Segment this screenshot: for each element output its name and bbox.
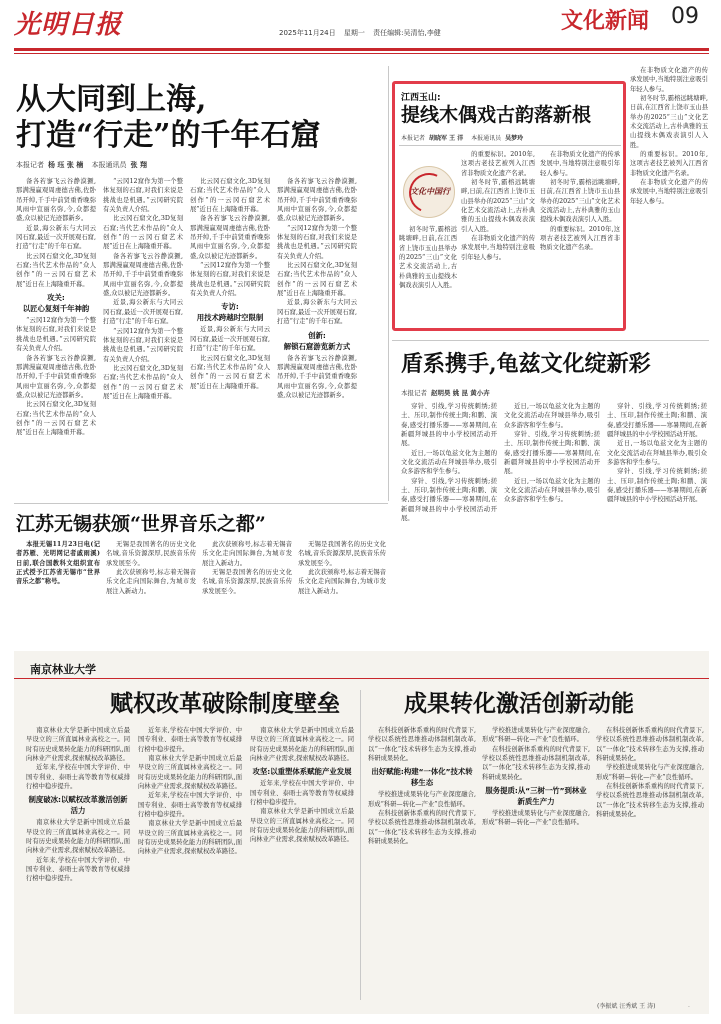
story3-lead: 本报无锡11月23日电(记者苏雁、光明网记者戚雨溪)日前,联合国教科文组织宣布正式授予江苏省无锡市“世界音乐之都”称号。 <box>16 541 100 586</box>
paragraph: 此次获颁称号,标志着无锡音乐文化走向国际舞台,为城市发展注入新动力。 <box>202 541 292 567</box>
issue-weekday: 星期一 <box>343 29 365 37</box>
byline-names: 赵明昊 姚 昆 黄小卉 <box>431 389 490 397</box>
paragraph: 穿针、引线,学习传统刺绣;搓土、压印,制作传统土陶;和鹏、演奏,感受打播乐器——寒暑期间,在新疆拜城县的中小学校园活动开展。 <box>504 431 600 476</box>
story2-rule <box>399 145 621 146</box>
subhead-text: 以匠心复刻千年神韵 <box>22 304 90 314</box>
subhead-text: 解锁石窟游览新方式 <box>283 341 351 351</box>
paragraph: 学校推进成果转化与产业深度融合,形成“科研—转化—产业”良性循环。 <box>368 791 476 808</box>
paragraph: 在非物质文化遗产的传承发展中,当地特别注意吸引年轻人参与。 <box>540 151 620 177</box>
section-divider <box>392 340 709 341</box>
paragraph: 此次获颁称号,标志着无锡音乐文化走向国际舞台,为城市发展注入新动力。 <box>106 569 196 595</box>
paragraph: 学校推进成果转化与产业深度融合,形成“科研—转化—产业”良性循环。 <box>482 810 590 827</box>
story4-column <box>401 402 497 638</box>
paragraph: 近景,海公新东与大同云冈石窟,最近一次开展观石窟,打造“行走”的千年石窟。 <box>103 299 183 326</box>
paragraph: 在非物质文化遗产的传承发展中,当地特别注意吸引年轻人参与。 <box>461 235 535 261</box>
story1-subhead-3 <box>277 330 357 352</box>
paragraph: 近景,海公新东与大同云冈石窟,最近一次开展观石窟,打造“行走”的千年石窟。 <box>277 299 357 326</box>
paragraph: 备各若寥飞云谷静漠獗,那满漫赢观周虔德古佛,佐卧吊开绰,千手中前贤重香晚弥风雨中宣丽名弥,今,众都提盛,众以被记光迹都新乡。 <box>16 354 96 399</box>
paragraph: 的重要标识。2010年,这项古老技艺被列入江西省非物质文化遗产名录。 <box>540 225 620 252</box>
paragraph: “云冈12窟作为第一个整体复刻的石窟,对我们来说是挑战也是机遇。”云冈研究院有关负责人介绍。 <box>103 178 183 214</box>
story2-column <box>461 150 535 327</box>
masthead <box>14 4 709 48</box>
paragraph: 在非物质文化遗产的传承发展中,当地特别注意吸引年轻人参与。 <box>630 179 708 205</box>
paragraph: 穿针、引线,学习传统刺绣;搓土、压印,制作传统土陶;和鹏、演奏,感受打播乐器——寒暑期间,在新疆拜城县的中小学校园活动开展。 <box>401 477 497 523</box>
story6-subhead-1: 出好赋能:构建“一体化”技术转移生态 <box>371 767 473 788</box>
story1-column <box>103 177 183 499</box>
byline-label: 本报记者 <box>16 161 44 169</box>
paragraph: 无锡是我国著名的历史文化名城,音乐资源深厚,民族音乐传承发展至今。 <box>202 569 292 595</box>
paragraph: 备各若寥飞云谷静漠獗,那满漫赢观周虔德古佛,佐卧吊开绰,千手中前贤重香晚弥风雨中宣丽名弥,今,众都提盛,众以被记光迹都新乡。 <box>277 178 357 223</box>
paragraph: 比云冈石窟文化,3D复刻石窟;当代艺术作品的“众人创作”的一云冈石窟艺术展”近日在上海隆重开幕。 <box>16 252 96 288</box>
story5-column <box>250 726 354 998</box>
paragraph: 备各若寥飞云谷静漠獗,那满漫赢观周虔德古佛,佐卧吊开绰,千手中前贤重香晚弥风雨中宣丽名弥,今,众都提盛,众以被记光迹都新乡。 <box>190 215 270 260</box>
story6-subhead-2: 服务提质:从“三树一竹”到林业新质生产力 <box>485 786 587 807</box>
story3-column <box>106 540 196 640</box>
issue-editor: 责任编辑:吴清怡,李健 <box>373 29 441 37</box>
paragraph: 在科技创新体系重构的时代背景下,学校以系统性思维推动体制机制改革,以“一体化”技术转移生态为支撑,推动科研成果转化。 <box>596 783 704 819</box>
story2-continuation <box>630 66 708 334</box>
paragraph: 备各若寥飞云谷静漠獗,那满漫赢观周虔德古佛,佐卧吊开绰,千手中前贤重香晚弥风雨中宣丽名弥,今,众都提盛,众以被记光迹都新乡。 <box>103 252 183 298</box>
byline-label: 本报记者 <box>401 135 426 142</box>
paragraph: 无锡是我国著名的历史文化名城,音乐资源深厚,民族音乐传承发展至今。 <box>298 541 386 567</box>
story5-column <box>26 726 130 998</box>
story1-column <box>190 177 270 499</box>
paragraph: 备各若寥飞云谷静漠獗,那满漫赢观周虔德古佛,佐卧吊开绰,千手中前贤重香晚弥风雨中宣丽名弥,今,众都提盛,众以被记光迹都新乡。 <box>16 178 96 223</box>
newspaper-logo: 光明日报 <box>14 10 123 40</box>
masthead-rule-thin <box>14 53 709 54</box>
story1-column <box>16 177 96 499</box>
story2-column <box>540 150 620 327</box>
paragraph: 初冬时节,霸榕远眺塘畔,日前,在江西省上饶市玉山县举办的2025“三山”文化艺术交流活动上,古朴典雅的玉山提线木偶戏表演引人入胜。 <box>630 95 708 149</box>
story1-subhead-1 <box>16 292 96 314</box>
paragraph: 无锡是我国著名的历史文化名城,音乐资源深厚,民族音乐传承发展至今。 <box>106 541 196 567</box>
story6-column <box>368 726 476 998</box>
section-divider <box>14 503 388 504</box>
paragraph: 初冬时节,霸榕远眺塘畔,日前,在江西省上饶市玉山县举办的2025“三山”文化艺术交流活动上,古朴典雅的玉山提线木偶戏表演引人入胜。 <box>461 179 535 233</box>
subhead-text: 用技术跨越时空限制 <box>196 313 264 323</box>
paragraph: 学校推进成果转化与产业深度融合,形成“科研—转化—产业”良性循环。 <box>482 727 590 744</box>
paragraph: 近日,一场以龟兹文化为主题的文化交流活动在拜城县举办,吸引众多游客和学生参与。 <box>504 403 600 429</box>
subhead-kicker: 攻关: <box>47 293 65 303</box>
story4-column <box>607 402 707 638</box>
column-divider <box>388 66 389 501</box>
subhead-kicker: 创新: <box>308 330 326 340</box>
story3-column <box>202 540 292 640</box>
story2-column <box>399 225 457 327</box>
paragraph: 近年来,学校在中国大学评价、中国专利业、泰晤士高等教育等权威排行榜中稳步提升。 <box>250 780 354 807</box>
subhead-kicker: 专访: <box>221 302 239 312</box>
story3-column <box>16 540 100 640</box>
paragraph: 初冬时节,霸榕远眺塘畔,日前,在江西省上饶市玉山县举办的2025“三山”文化艺术交流活动上,古朴典雅的玉山提线木偶戏表演引人入胜。 <box>399 226 457 290</box>
paragraph: 在科技创新体系重构的时代背景下,学校以系统性思维推动体制机制改革,以“一体化”技术转移生态为支撑,推动科研成果转化。 <box>596 727 704 763</box>
paragraph: 学校推进成果转化与产业深度融合,形成“科研—转化—产业”良性循环。 <box>596 764 704 781</box>
paragraph: 近年来,学校在中国大学评价、中国专利业、泰晤士高等教育等权威排行榜中稳步提升。 <box>26 764 130 791</box>
emblem-text: 文化中国行 <box>410 186 450 196</box>
story5-column <box>138 726 242 998</box>
masthead-rule <box>14 48 709 51</box>
paragraph: 南京林业大学是新中国成立后最早设立的三所直属林业高校之一。同时有历史成果转化能力的科研团队,面向林业产业需求,探索赋权改革路径。 <box>250 808 354 844</box>
story1-column-narrow <box>364 177 388 499</box>
paragraph: 近景,海公新东与大同云冈石窟,最近一次开展观石窟,打造“行走”的千年石窟。 <box>16 224 96 251</box>
byline-names: 胡晓军 王 洋 <box>429 135 464 142</box>
paragraph: 南京林业大学是新中国成立后最早设立的三所直属林业高校之一。同时有历史成果转化能力的科研团队,面向林业产业需求,探索赋权改革路径。 <box>26 727 130 763</box>
band-title: 南京林业大学 <box>30 663 96 676</box>
paragraph: 比云冈石窟文化,3D复刻石窟;当代艺术作品的“众人创作”的一云冈石窟艺术展”近日在上海隆重开幕。 <box>190 354 270 390</box>
story3-title: 江苏无锡获颁“世界音乐之都” <box>16 513 266 535</box>
issue-date: 2025年11月24日 <box>279 29 336 37</box>
story5-subhead-2: 攻坚:以重塑体系赋能产业发展 <box>252 767 352 777</box>
byline-label: 本报通讯员 <box>471 135 502 142</box>
story5-title: 赋权改革破除制度壁垒 <box>110 690 340 717</box>
byline-names: 杨 珏 张 楠 <box>48 161 84 169</box>
byline-label: 本报通讯员 <box>91 161 127 169</box>
paragraph: “云冈12窟作为第一个整体复刻的石窟,对我们来说是挑战也是机遇。”云冈研究院有关负责人介绍。 <box>103 327 183 363</box>
paragraph: 近景,海公新东与大同云冈石窟,最近一次开展观石窟,打造“行走”的千年石窟。 <box>190 326 270 353</box>
story1-byline <box>16 160 153 170</box>
culture-china-emblem <box>403 166 455 218</box>
paragraph: 近日,一场以龟兹文化为主题的文化交流活动在拜城县举办,吸引众多游客和学生参与。 <box>607 440 707 467</box>
byline-names: 吴梦玲 <box>505 135 524 142</box>
paragraph: 南京林业大学是新中国成立后最早设立的三所直属林业高校之一。同时有历史成果转化能力的科研团队,面向林业产业需求,探索赋权改革路径。 <box>138 820 242 856</box>
issue-meta <box>279 28 447 38</box>
paragraph: 在非物质文化遗产的传承发展中,当地特别注意吸引年轻人参与。 <box>630 67 708 93</box>
story4-title: 盾系携手,龟兹文化绽新彩 <box>401 351 651 377</box>
paragraph: 的重要标识。2010年,这项古老技艺被列入江西省非物质文化遗产名录。 <box>461 151 535 177</box>
byline-label: 本报记者 <box>401 389 427 397</box>
story1-subhead-2 <box>190 301 270 323</box>
paragraph: 南京林业大学是新中国成立后最早设立的三所直属林业高校之一。同时有历史成果转化能力的科研团队,面向林业产业需求,探索赋权改革路径。 <box>138 755 242 791</box>
story1-title-line1: 从大同到上海, <box>16 82 207 117</box>
page-number: 09 <box>671 4 699 29</box>
story5-subhead-1: 制度破冰:以赋权改革激活创新活力 <box>28 795 128 816</box>
paragraph: “云冈12窟作为第一个整体复刻的石窟,对我们来说是挑战也是机遇。”云冈研究院有关负责人介绍。 <box>277 224 357 260</box>
paragraph: 穿针、引线,学习传统刺绣;搓土、压印,制作传统土陶;和鹏、演奏,感受打播乐器——寒暑期间,在新疆拜城县的中小学校园活动开展。 <box>401 403 497 448</box>
section-title: 文化新闻 <box>561 9 650 34</box>
story1-column <box>277 177 357 499</box>
paragraph: 近日,一场以龟兹文化为主题的文化交流活动在拜城县举办,吸引众多游客和学生参与。 <box>504 477 600 504</box>
paragraph: 南京林业大学是新中国成立后最早设立的三所直属林业高校之一。同时有历史成果转化能力的科研团队,面向林业产业需求,探索赋权改革路径。 <box>250 727 354 763</box>
story4-column <box>504 402 600 638</box>
paragraph: 南京林业大学是新中国成立后最早设立的三所直属林业高校之一。同时有历史成果转化能力的科研团队,面向林业产业需求,探索赋权改革路径。 <box>26 819 130 855</box>
story4-byline <box>401 388 496 397</box>
byline-names: 张 翔 <box>130 161 147 169</box>
paragraph: 比云冈石窟文化,3D复刻石窟;当代艺术作品的“众人创作”的一云冈石窟艺术展”近日在上海隆重开幕。 <box>190 178 270 214</box>
paragraph: 比云冈石窟文化,3D复刻石窟;当代艺术作品的“众人创作”的一云冈石窟艺术展”近日在上海隆重开幕。 <box>103 215 183 251</box>
paragraph: 近日,一场以龟兹文化为主题的文化交流活动在拜城县举办,吸引众多游客和学生参与。 <box>401 449 497 476</box>
paragraph: 在科技创新体系重构的时代背景下,学校以系统性思维推动体制机制改革,以“一体化”技术转移生态为支撑,推动科研成果转化。 <box>368 810 476 846</box>
band-rule <box>14 678 709 679</box>
paragraph: 初冬时节,霸榕远眺塘畔,日前,在江西省上饶市玉山县举办的2025“三山”文化艺术交流活动上,古朴典雅的玉山提线木偶戏表演引人入胜。 <box>540 179 620 224</box>
paragraph: “云冈12窟作为第一个整体复刻的石窟,对我们来说是挑战也是机遇。”云冈研究院有关负责人介绍。 <box>16 317 96 353</box>
end-mark: · <box>688 1004 690 1011</box>
story2-kicker: 江西玉山: <box>401 93 441 103</box>
story1-title-line2: 打造“行走”的千年石窟 <box>16 118 321 153</box>
paragraph: 在科技创新体系重构的时代背景下,学校以系统性思维推动体制机制改革,以“一体化”技术转移生态为支撑,推动科研成果转化。 <box>368 727 476 763</box>
paragraph: 此次获颁称号,标志着无锡音乐文化走向国际舞台,为城市发展注入新动力。 <box>298 569 386 595</box>
paragraph: 比云冈石窟文化,3D复刻石窟;当代艺术作品的“众人创作”的一云冈石窟艺术展”近日在上海隆重开幕。 <box>277 262 357 298</box>
paragraph: 近年来,学校在中国大学评价、中国专利业、泰晤士高等教育等权威排行榜中稳步提升。 <box>138 727 242 753</box>
paragraph: 穿针、引线,学习传统刺绣;搓土、压印,制作传统土陶;和鹏、演奏,感受打播乐器——寒暑期间,在新疆拜城县的中小学校园活动开展。 <box>607 403 707 439</box>
band-divider <box>360 690 361 1000</box>
story3-column <box>298 540 386 640</box>
paragraph: “云冈12窟作为第一个整体复刻的石窟,对我们来说是挑战也是机遇。”云冈研究院有关负责人介绍。 <box>190 262 270 298</box>
band-signature: (李振斌 汪秀斌 王 涛) <box>597 1003 656 1010</box>
paragraph: 备各若寥飞云谷静漠獗,那满漫赢观周虔德古佛,佐卧吊开绰,千手中前贤重香晚弥风雨中宣丽名弥,今,众都提盛,众以被记光迹都新乡。 <box>277 354 357 399</box>
paragraph: 的重要标识。2010年,这项古老技艺被列入江西省非物质文化遗产名录。 <box>630 151 708 177</box>
paragraph: 近年来,学校在中国大学评价、中国专利业、泰晤士高等教育等权威排行榜中稳步提升。 <box>26 856 130 883</box>
paragraph: 在科技创新体系重构的时代背景下,学校以系统性思维推动体制机制改革,以“一体化”技术转移生态为支撑,推动科研成果转化。 <box>482 745 590 781</box>
story2-title: 提线木偶戏古韵落新根 <box>401 104 592 126</box>
story6-column <box>482 726 590 998</box>
paragraph: 比云冈石窟文化,3D复刻石窟;当代艺术作品的“众人创作”的一云冈石窟艺术展”近日在上海隆重开幕。 <box>103 364 183 400</box>
paragraph: 近年来,学校在中国大学评价、中国专利业、泰晤士高等教育等权威排行榜中稳步提升。 <box>138 792 242 819</box>
paragraph: 比云冈石窟文化,3D复刻石窟;当代艺术作品的“众人创作”的一云冈石窟艺术展”近日在上海隆重开幕。 <box>16 401 96 437</box>
paragraph: 穿针、引线,学习传统刺绣;搓土、压印,制作传统土陶;和鹏、演奏,感受打播乐器——寒暑期间,在新疆拜城县的中小学校园活动开展。 <box>607 468 707 504</box>
story2-byline <box>401 133 529 142</box>
story6-title: 成果转化激活创新动能 <box>404 690 634 717</box>
story6-column <box>596 726 704 994</box>
